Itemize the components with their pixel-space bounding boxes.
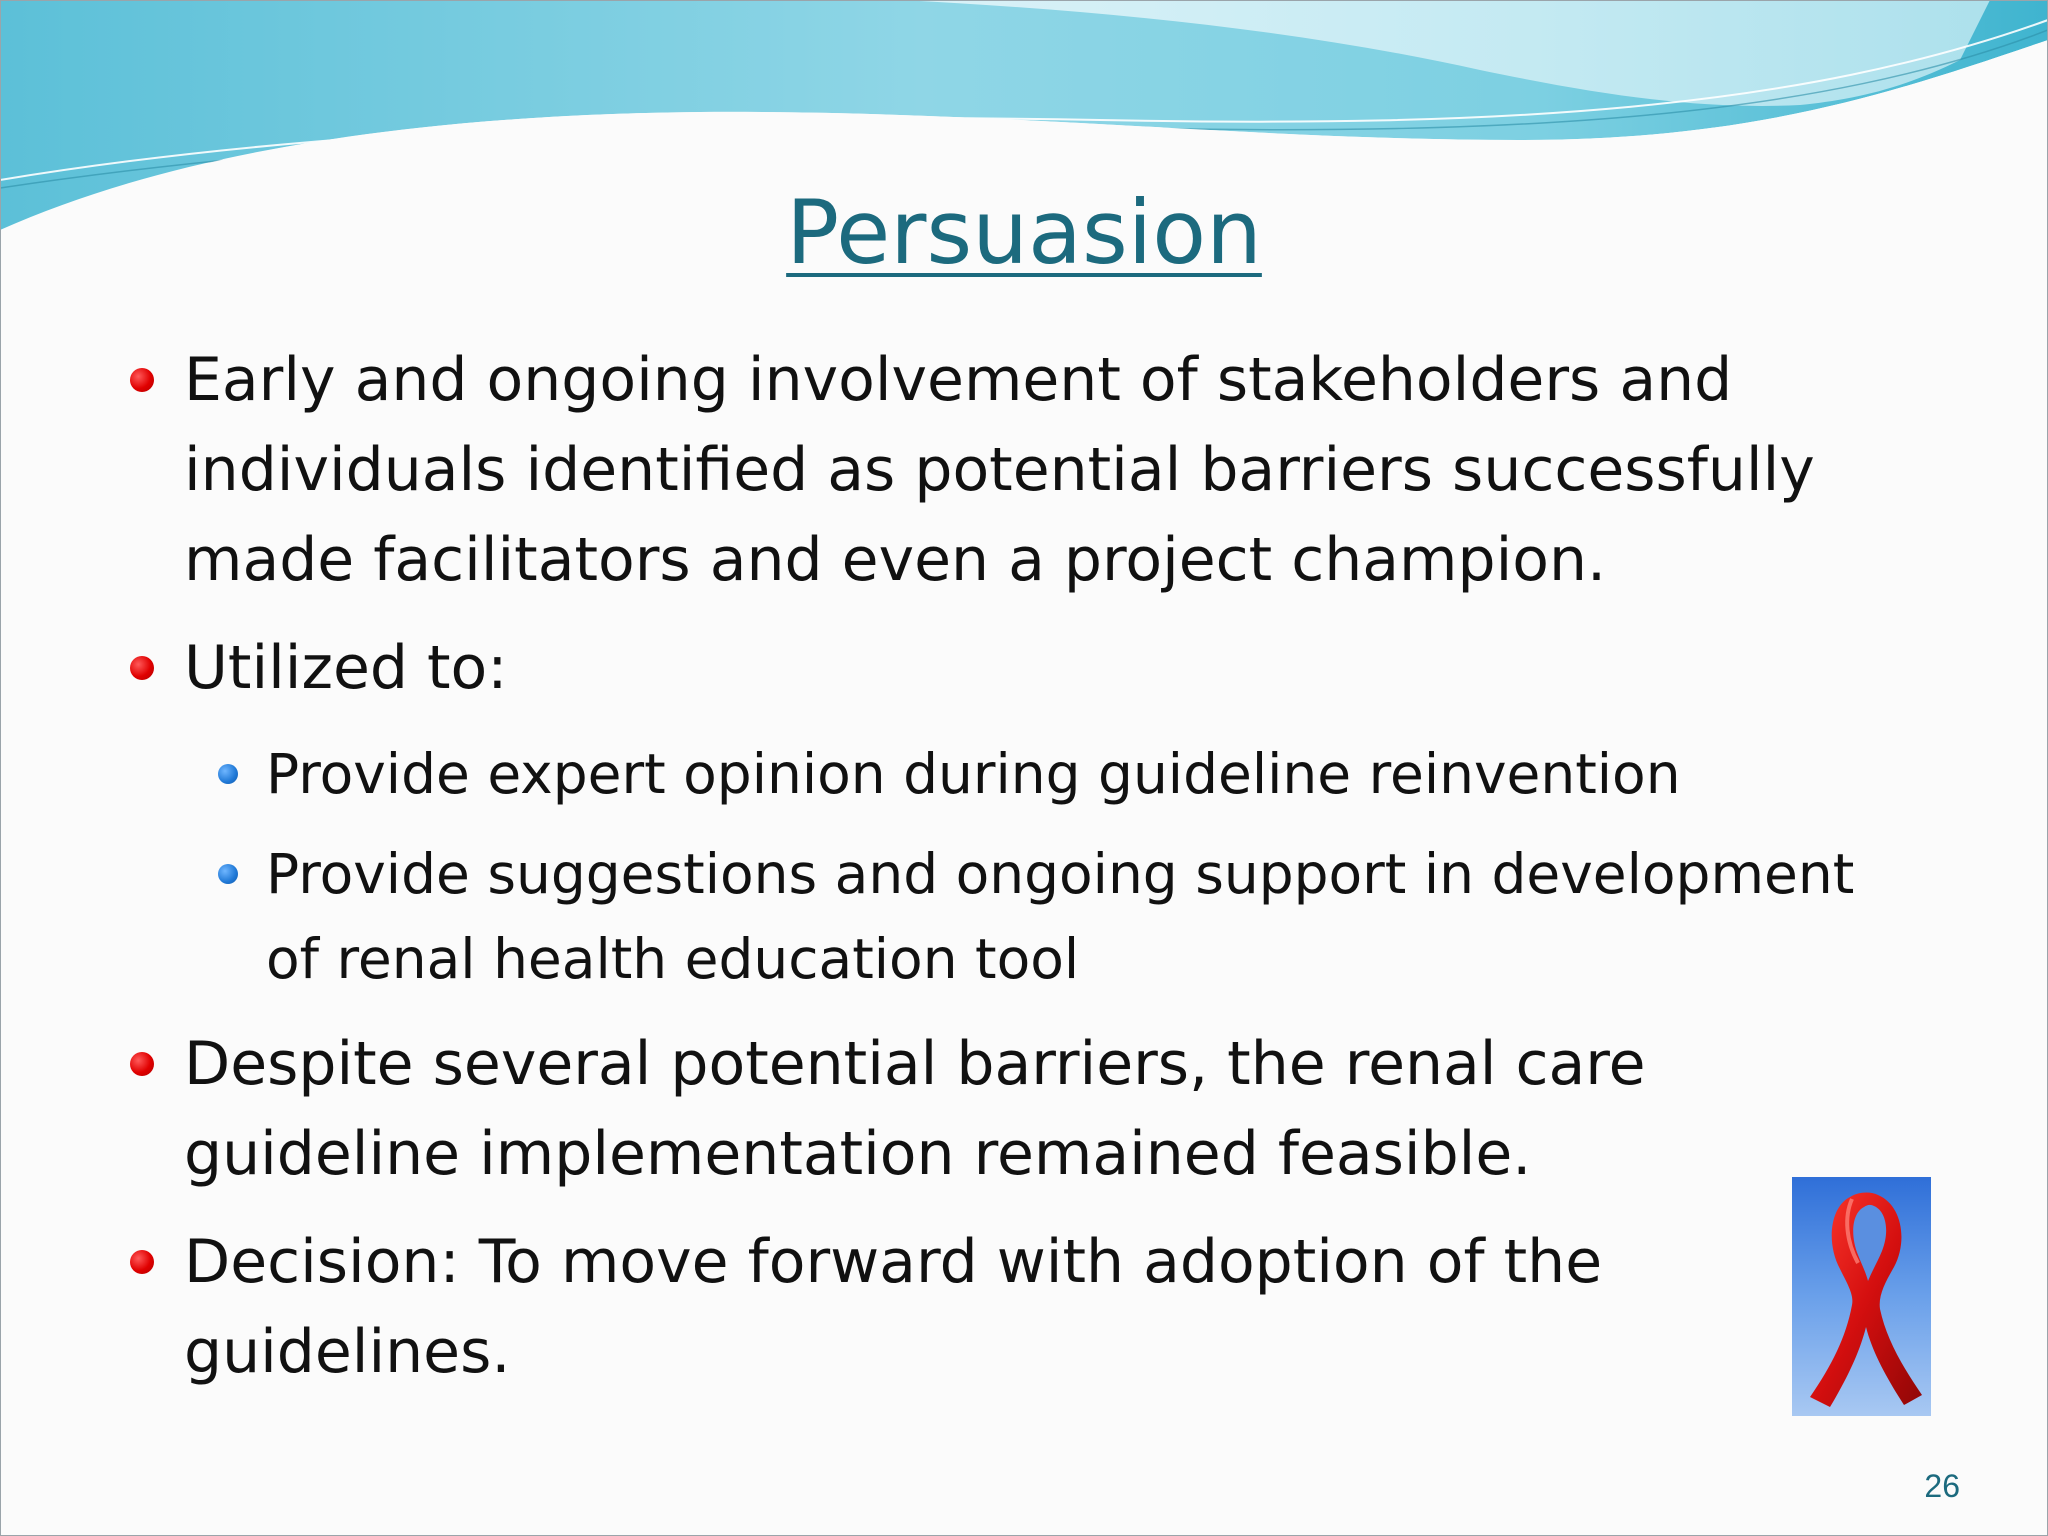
bullet-dot-icon: [130, 1250, 154, 1274]
sub-bullet-item: Provide expert opinion during guideline reinvention: [266, 742, 1681, 806]
sub-bullet-dot-icon: [218, 864, 238, 884]
bullet-dot-icon: [130, 1052, 154, 1076]
bullet-dot-icon: [130, 368, 154, 392]
sub-bullet-item: Provide suggestions and ongoing support in development of renal health education tool: [266, 842, 1855, 991]
awareness-ribbon-image: [1792, 1177, 1931, 1416]
slide-title: Persuasion: [786, 181, 1262, 284]
bullet-dot-icon: [130, 656, 154, 680]
sub-bullet-dot-icon: [218, 764, 238, 784]
page-number: 26: [1924, 1468, 1960, 1504]
bullet-item: Decision: To move forward with adoption of the guidelines.: [184, 1227, 1603, 1387]
bullet-item: Despite several potential barriers, the renal care guideline implementation remained feasible.: [184, 1029, 1646, 1189]
bullet-item: Early and ongoing involvement of stakeholders and individuals identified as potential barriers successfully made facilitators and even a project champion.: [184, 345, 1815, 595]
bullet-item: Utilized to:: [184, 633, 508, 703]
